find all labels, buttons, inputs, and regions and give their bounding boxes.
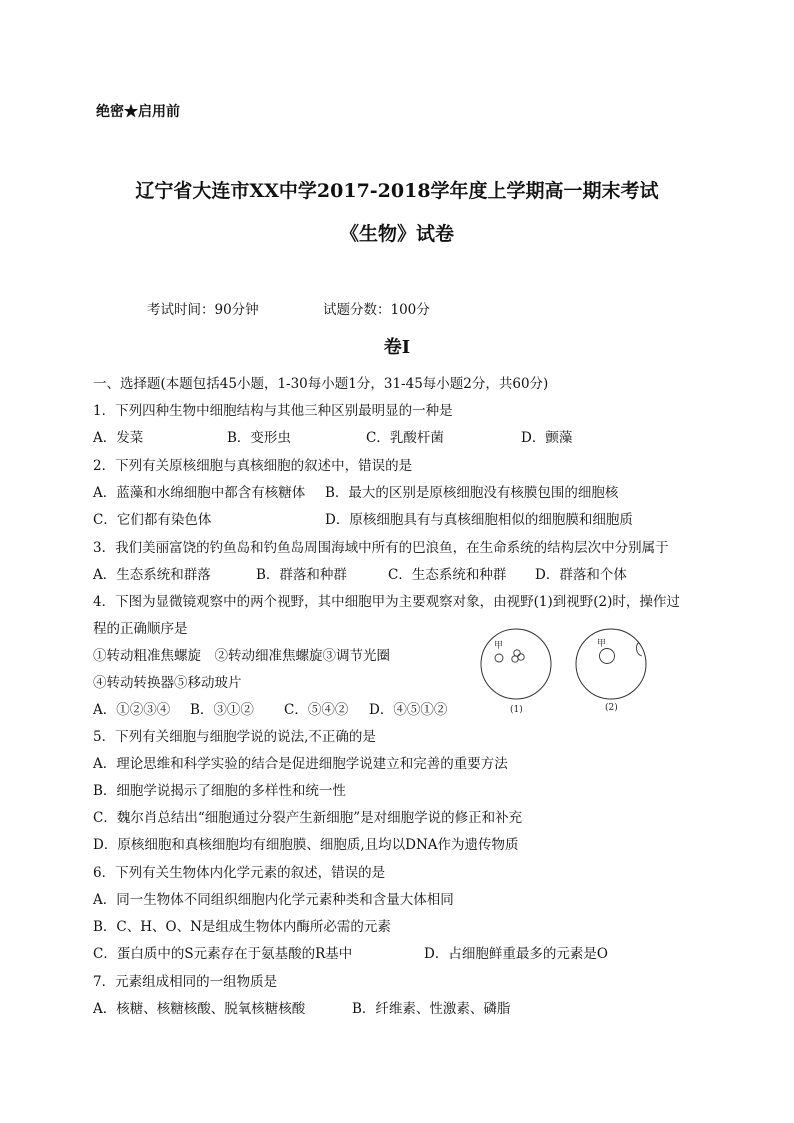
q3-option-c: C．生态系统和种群	[388, 567, 507, 583]
q1-option-b: B．变形虫	[227, 430, 291, 446]
q5-option-c: C．魏尔肖总结出“细胞通过分裂产生新细胞”是对细胞学说的修正和补充	[93, 810, 523, 826]
q4-option-a: A．①②③④	[93, 702, 171, 718]
q6-option-d: D．占细胞鲜重最多的元素是O	[424, 946, 608, 962]
q2-option-b: B．最大的区别是原核细胞没有核膜包围的细胞核	[325, 485, 619, 501]
section-heading: 一、选择题(本题包括45小题，1-30每小题1分，31-45每小题2分，共60分)	[93, 376, 549, 392]
exam-subtitle: 《生物》试卷	[339, 223, 454, 245]
q6-option-c: C．蛋白质中的S元素存在于氨基酸的R基中	[93, 946, 353, 962]
q1-option-c: C．乳酸杆菌	[366, 430, 444, 446]
question-4-stem-cont: 程的正确顺序是	[93, 621, 188, 637]
q4-steps-line1: ①转动粗准焦螺旋 ②转动细准焦螺旋③调节光圈	[93, 648, 390, 664]
q5-option-d: D．原核细胞和真核细胞均有细胞膜、细胞质,且均以DNA作为遗传物质	[93, 837, 519, 853]
q5-option-a: A．理论思维和科学实验的结合是促进细胞学说建立和完善的重要方法	[93, 756, 508, 772]
question-4-stem: 4．下图为显微镜观察中的两个视野，其中细胞甲为主要观察对象，由视野(1)到视野(2)时，操作过	[93, 594, 680, 610]
view-2-circle	[576, 629, 646, 699]
q2-option-a: A．蓝藻和水绵细胞中都含有核糖体	[93, 485, 306, 501]
view-1-cell	[512, 656, 518, 662]
question-7-stem: 7．元素组成相同的一组物质是	[93, 974, 278, 990]
view-1-cell-jia	[495, 654, 503, 662]
q1-option-a: A．发菜	[93, 430, 144, 446]
volume-label: 卷Ⅰ	[383, 337, 411, 358]
q7-option-b: B．纤维素、性激素、磷脂	[352, 1001, 511, 1017]
question-6-stem: 6．下列有关生物体内化学元素的叙述，错误的是	[93, 865, 386, 881]
view-1-cell	[518, 654, 524, 660]
view-1-caption: (1)	[510, 705, 523, 715]
q3-option-a: A．生态系统和群落	[93, 567, 211, 583]
question-3-stem: 3．我们美丽富饶的钓鱼岛和钓鱼岛周围海域中所有的巴浪鱼，在生命系统的结构层次中分别属于	[93, 540, 669, 556]
question-5-stem: 5．下列有关细胞与细胞学说的说法,不正确的是	[93, 729, 376, 745]
q4-option-c: C．⑤④②	[284, 702, 349, 718]
question-1-stem: 1．下列四种生物中细胞结构与其他三种区别最明显的一种是	[93, 403, 453, 419]
q2-option-d: D．原核细胞具有与真核细胞相似的细胞膜和细胞质	[325, 512, 633, 528]
q4-steps-line2: ④转动转换器⑤移动玻片	[93, 675, 242, 691]
q5-option-b: B．细胞学说揭示了细胞的多样性和统一性	[93, 783, 346, 799]
q2-option-c: C．它们都有染色体	[93, 512, 212, 528]
secret-label: 绝密★启用前	[96, 104, 180, 120]
view-2-jia-label: 甲	[597, 639, 607, 649]
q4-option-d: D．④⑤①②	[369, 702, 448, 718]
q6-option-a: A．同一生物体不同组织细胞内化学元素种类和含量大体相同	[93, 892, 454, 908]
view-1-jia-label: 甲	[494, 641, 504, 651]
view-1-cell	[514, 650, 520, 656]
q3-option-b: B．群落和种群	[256, 567, 347, 583]
q4-option-b: B．③①②	[190, 702, 254, 718]
view-1-circle	[481, 629, 551, 699]
q3-option-d: D．群落和个体	[535, 567, 627, 583]
exam-score: 试题分数：100分	[323, 302, 430, 318]
exam-title: 辽宁省大连市XX中学2017-2018学年度上学期高一期末考试	[135, 180, 659, 202]
question-2-stem: 2．下列有关原核细胞与真核细胞的叙述中，错误的是	[93, 458, 413, 474]
view-2-caption: (2)	[605, 703, 618, 713]
microscope-views-figure	[474, 624, 664, 716]
q7-option-a: A．核糖、核糖核酸、脱氧核糖核酸	[93, 1001, 306, 1017]
exam-time: 考试时间：90分钟	[147, 302, 259, 318]
q6-option-b: B．C、H、O、N是组成生物体内酶所必需的元素	[93, 919, 391, 935]
view-2-cell-jia	[600, 649, 615, 664]
q1-option-d: D．颤藻	[521, 430, 573, 446]
